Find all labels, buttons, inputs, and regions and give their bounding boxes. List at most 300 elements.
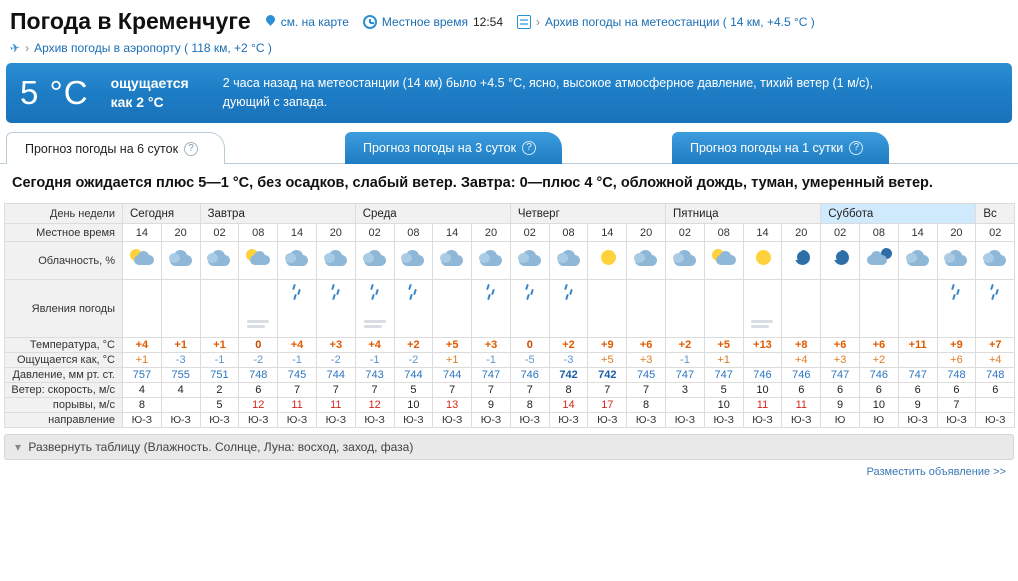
feels-like-cell: +5 (588, 353, 627, 368)
phenomena-cell-content (864, 282, 894, 332)
day-header-5: Суббота (821, 204, 976, 224)
wind-speed-cell: 7 (278, 383, 317, 398)
phenomena-cell (627, 280, 666, 338)
row-label-direction: направление (5, 413, 123, 428)
help-icon[interactable]: ? (522, 141, 536, 155)
cloudiness-cell (433, 242, 472, 280)
phenomena-cell (355, 280, 394, 338)
feels-like-cell: -1 (666, 353, 705, 368)
phenomena-cell-content (166, 282, 196, 332)
wind-speed-cell: 6 (976, 383, 1015, 398)
day-header-2: Среда (355, 204, 510, 224)
weather-icon-cloud-moon (864, 246, 894, 272)
phenomena-cell-content (360, 282, 390, 332)
direction-cell: Ю-З (976, 413, 1015, 428)
map-link-label: см. на карте (280, 14, 349, 29)
ad-link[interactable] (0, 460, 1018, 478)
wind-speed-cell: 6 (898, 383, 937, 398)
phenomena-cell (123, 280, 162, 338)
row-label-cloudiness: Облачность, % (5, 242, 123, 280)
gust-cell: 14 (549, 398, 588, 413)
gust-cell: 10 (704, 398, 743, 413)
pressure-cell: 744 (316, 368, 355, 383)
direction-cell: Ю-З (704, 413, 743, 428)
phenomena-cell-content (515, 282, 545, 332)
page-title: Погода в Кременчуге (10, 8, 251, 34)
phenomena-cell-content (282, 282, 312, 332)
tab-1-day[interactable] (672, 132, 889, 164)
feels-like-cell: -1 (200, 353, 239, 368)
wind-speed-cell: 7 (588, 383, 627, 398)
time-cell: 08 (239, 224, 278, 242)
cloudiness-cell (821, 242, 860, 280)
wind-speed-cell: 4 (161, 383, 200, 398)
weather-icon-cloud (321, 246, 351, 272)
gust-cell: 11 (743, 398, 782, 413)
wind-speed-cell: 3 (666, 383, 705, 398)
row-pressure (5, 368, 1015, 383)
forecast-tabs (0, 132, 1018, 164)
feels-like-cell: +4 (782, 353, 821, 368)
phenomena-cell-content (204, 282, 234, 332)
wind-speed-cell: 6 (782, 383, 821, 398)
row-direction (5, 413, 1015, 428)
cloudiness-cell (549, 242, 588, 280)
cloudiness-cell (394, 242, 433, 280)
pressure-cell: 743 (355, 368, 394, 383)
temperature-cell: +13 (743, 338, 782, 353)
phenomena-cell (666, 280, 705, 338)
direction-cell: Ю-З (898, 413, 937, 428)
time-cell: 02 (821, 224, 860, 242)
gust-cell: 10 (394, 398, 433, 413)
wind-speed-cell: 7 (472, 383, 511, 398)
gust-cell: 8 (123, 398, 162, 413)
time-cell: 14 (123, 224, 162, 242)
direction-cell: Ю-З (743, 413, 782, 428)
direction-cell: Ю-З (937, 413, 976, 428)
direction-cell: Ю-З (782, 413, 821, 428)
time-cell: 08 (549, 224, 588, 242)
cloudiness-cell (355, 242, 394, 280)
direction-cell: Ю-З (123, 413, 162, 428)
time-cell: 02 (976, 224, 1015, 242)
weather-icon-moon (786, 246, 816, 272)
feels-like-cell: +6 (937, 353, 976, 368)
cloudiness-cell (704, 242, 743, 280)
pressure-cell: 747 (704, 368, 743, 383)
gust-cell: 12 (239, 398, 278, 413)
help-icon[interactable]: ? (849, 141, 863, 155)
weather-icon-cloud (670, 246, 700, 272)
cloudiness-cell (859, 242, 898, 280)
temperature-cell: +4 (278, 338, 317, 353)
current-temperature: 5 °C (20, 74, 89, 111)
local-time-value: 12:54 (472, 14, 504, 29)
phenomena-cell (704, 280, 743, 338)
phenomena-cell-content (554, 282, 584, 332)
direction-cell: Ю-З (200, 413, 239, 428)
temperature-cell: +5 (433, 338, 472, 353)
pressure-cell: 745 (278, 368, 317, 383)
airport-archive-row: ✈ › Архив погоды в аэропорту ( 118 км, +2 °С ) (8, 40, 272, 56)
phenomena-cell (743, 280, 782, 338)
cloudiness-cell (472, 242, 511, 280)
gust-cell: 9 (898, 398, 937, 413)
row-label-temperature: Температура, °С (5, 338, 123, 353)
phenomena-cell (821, 280, 860, 338)
map-link[interactable] (265, 15, 349, 29)
feels-like-cell: +1 (123, 353, 162, 368)
pressure-cell: 746 (782, 368, 821, 383)
time-cell: 20 (782, 224, 821, 242)
tab-6-days[interactable] (6, 132, 225, 164)
time-cell: 08 (859, 224, 898, 242)
direction-cell: Ю-З (161, 413, 200, 428)
archive-station-link[interactable]: › Архив погоды на метеостанции ( 14 км, +4.5 °С ) (517, 15, 815, 29)
gust-cell: 17 (588, 398, 627, 413)
wind-speed-cell: 2 (200, 383, 239, 398)
feels-like-cell: -2 (394, 353, 433, 368)
wind-speed-cell: 6 (821, 383, 860, 398)
row-label-pressure: Давление, мм рт. ст. (5, 368, 123, 383)
time-cell: 02 (666, 224, 705, 242)
pressure-cell: 746 (510, 368, 549, 383)
time-cell: 08 (704, 224, 743, 242)
time-cell: 20 (161, 224, 200, 242)
wind-speed-cell: 4 (123, 383, 162, 398)
direction-cell: Ю-З (588, 413, 627, 428)
cloudiness-cell (161, 242, 200, 280)
phenomena-cell (433, 280, 472, 338)
direction-cell: Ю-З (627, 413, 666, 428)
weather-icon-cloud (166, 246, 196, 272)
feels-like-cell: -2 (239, 353, 278, 368)
cloudiness-cell (123, 242, 162, 280)
phenomena-cell-content (243, 282, 273, 332)
feels-like-cell: -2 (316, 353, 355, 368)
local-time-label: Местное время (381, 14, 468, 29)
temperature-cell: +6 (821, 338, 860, 353)
row-wind-speed (5, 383, 1015, 398)
temperature-cell: +3 (472, 338, 511, 353)
row-label-feels-like: Ощущается как, °С (5, 353, 123, 368)
pressure-cell: 748 (976, 368, 1015, 383)
pressure-cell: 742 (588, 368, 627, 383)
time-cell: 20 (937, 224, 976, 242)
feels-like-line2: как 2 °C (110, 94, 164, 110)
archive-airport-label[interactable]: Архив погоды в аэропорту ( 118 км, +2 °С ) (34, 41, 272, 55)
phenomena-cell (394, 280, 433, 338)
weather-icon-cloud (282, 246, 312, 272)
feels-like-cell: -3 (161, 353, 200, 368)
direction-cell: Ю-З (355, 413, 394, 428)
current-conditions-banner (6, 63, 1012, 123)
time-cell: 02 (510, 224, 549, 242)
phenomena-cell (898, 280, 937, 338)
temperature-cell: 0 (510, 338, 549, 353)
feels-like-cell: -1 (278, 353, 317, 368)
feels-like-cell: -1 (355, 353, 394, 368)
direction-cell: Ю-З (666, 413, 705, 428)
local-time (363, 15, 503, 29)
phenomena-cell-content (941, 282, 971, 332)
time-cell: 14 (743, 224, 782, 242)
pressure-cell: 747 (666, 368, 705, 383)
gust-cell: 9 (472, 398, 511, 413)
direction-cell: Ю-З (549, 413, 588, 428)
day-header-6: Вс (976, 204, 1015, 224)
help-icon[interactable]: ? (184, 142, 198, 156)
cloudiness-cell (743, 242, 782, 280)
pressure-cell: 744 (394, 368, 433, 383)
phenomena-cell-content (398, 282, 428, 332)
phenomena-cell-content (670, 282, 700, 332)
row-gusts (5, 398, 1015, 413)
weather-icon-cloud-rain (515, 246, 545, 272)
forecast-summary: Сегодня ожидается плюс 5—1 °С, без осадков, слабый ветер. Завтра: 0—плюс 4 °С, обложной дождь, туман, умеренный ветер. (0, 163, 1018, 203)
feels-like-cell (743, 353, 782, 368)
map-pin-icon (265, 15, 276, 29)
forecast-table (4, 203, 1015, 428)
feels-like-block (111, 74, 189, 112)
phenomena-cell-content (825, 282, 855, 332)
direction-cell: Ю-З (433, 413, 472, 428)
temperature-cell: +2 (394, 338, 433, 353)
phenomena-cell-content (631, 282, 661, 332)
gust-cell: 7 (937, 398, 976, 413)
phenomena-cell-content (437, 282, 467, 332)
phenomena-cell (239, 280, 278, 338)
phenomena-cell (161, 280, 200, 338)
gust-cell: 12 (355, 398, 394, 413)
direction-cell: Ю (859, 413, 898, 428)
temperature-cell: +1 (200, 338, 239, 353)
pressure-cell: 745 (627, 368, 666, 383)
gust-cell: 10 (859, 398, 898, 413)
day-header-0: Сегодня (123, 204, 201, 224)
temperature-cell: +3 (316, 338, 355, 353)
weather-icon-sun (592, 246, 622, 272)
phenomena-cell-content (592, 282, 622, 332)
direction-cell: Ю-З (472, 413, 511, 428)
weather-icon-cloud-rain (398, 246, 428, 272)
time-cell: 20 (627, 224, 666, 242)
direction-cell: Ю-З (316, 413, 355, 428)
time-cell: 08 (394, 224, 433, 242)
gust-cell (666, 398, 705, 413)
wind-speed-cell: 7 (433, 383, 472, 398)
row-feels-like (5, 353, 1015, 368)
tab-3-days[interactable] (345, 132, 562, 164)
weather-icon-cloud (980, 246, 1010, 272)
phenomena-cell-content (709, 282, 739, 332)
weather-icon-cloud-sun (709, 246, 739, 272)
phenomena-cell-content (980, 282, 1010, 332)
phenomena-cell-content (747, 282, 777, 332)
temperature-cell: +2 (549, 338, 588, 353)
direction-cell: Ю-З (239, 413, 278, 428)
pressure-cell: 748 (239, 368, 278, 383)
archive-icon (517, 15, 531, 29)
temperature-cell: +1 (161, 338, 200, 353)
cloudiness-cell (278, 242, 317, 280)
row-phenomena (5, 280, 1015, 338)
expand-table-button[interactable] (4, 434, 1014, 460)
feels-like-line1: ощущается (110, 75, 189, 92)
pressure-cell: 747 (898, 368, 937, 383)
temperature-cell: +4 (355, 338, 394, 353)
wind-speed-cell: 10 (743, 383, 782, 398)
temperature-cell: +11 (898, 338, 937, 353)
feels-like-cell: +4 (976, 353, 1015, 368)
row-temperature (5, 338, 1015, 353)
temperature-cell: +7 (976, 338, 1015, 353)
cloudiness-cell (239, 242, 278, 280)
time-cell: 14 (588, 224, 627, 242)
day-header-4: Пятница (666, 204, 821, 224)
pressure-cell: 746 (743, 368, 782, 383)
pressure-cell: 748 (937, 368, 976, 383)
gust-cell: 8 (510, 398, 549, 413)
temperature-cell: +5 (704, 338, 743, 353)
time-cell: 14 (898, 224, 937, 242)
wind-speed-cell: 5 (394, 383, 433, 398)
gust-cell: 11 (316, 398, 355, 413)
phenomena-cell (937, 280, 976, 338)
feels-like-cell: +1 (704, 353, 743, 368)
direction-cell: Ю-З (278, 413, 317, 428)
weather-icon-sun (747, 246, 777, 272)
cloudiness-cell (937, 242, 976, 280)
tab-3-days-label: Прогноз погоды на 3 суток (363, 141, 517, 155)
gust-cell: 5 (200, 398, 239, 413)
time-cell: 14 (433, 224, 472, 242)
temperature-cell: +9 (588, 338, 627, 353)
wind-speed-cell: 7 (627, 383, 666, 398)
phenomena-cell (278, 280, 317, 338)
direction-cell: Ю-З (394, 413, 433, 428)
pressure-cell: 747 (472, 368, 511, 383)
pressure-cell: 746 (859, 368, 898, 383)
expand-table-label: Развернуть таблицу (Влажность. Солнце, Луна: восход, заход, фаза) (28, 440, 414, 455)
pressure-cell: 755 (161, 368, 200, 383)
phenomena-cell (200, 280, 239, 338)
cloudiness-cell (510, 242, 549, 280)
day-header-3: Четверг (510, 204, 665, 224)
temperature-cell: +8 (782, 338, 821, 353)
row-label-wind-speed: Ветер: скорость, м/с (5, 383, 123, 398)
wind-speed-cell: 6 (239, 383, 278, 398)
forecast-table-wrap (0, 203, 1018, 428)
wind-speed-cell: 8 (549, 383, 588, 398)
phenomena-cell (316, 280, 355, 338)
pressure-cell: 747 (821, 368, 860, 383)
temperature-cell: +4 (123, 338, 162, 353)
weather-icon-cloud (903, 246, 933, 272)
phenomena-cell-content (321, 282, 351, 332)
wind-speed-cell: 7 (316, 383, 355, 398)
cloudiness-cell (200, 242, 239, 280)
weather-icon-moon (825, 246, 855, 272)
time-cell: 02 (200, 224, 239, 242)
temperature-cell: +6 (859, 338, 898, 353)
cloudiness-cell (976, 242, 1015, 280)
weather-icon-cloud-rain (360, 246, 390, 272)
gust-cell: 9 (821, 398, 860, 413)
feels-like-cell: +1 (433, 353, 472, 368)
phenomena-cell (549, 280, 588, 338)
feels-like-cell: -3 (549, 353, 588, 368)
phenomena-cell (782, 280, 821, 338)
row-label-weekday: День недели (5, 204, 123, 224)
weather-icon-cloud-rain (476, 246, 506, 272)
gust-cell (976, 398, 1015, 413)
page-header (0, 0, 1018, 35)
chevron-down-icon: ▾ (15, 440, 22, 455)
pressure-cell: 757 (123, 368, 162, 383)
ad-link-label: Разместить объявление >> (866, 466, 1006, 479)
weather-icon-cloud-sun (243, 246, 273, 272)
time-cell: 02 (355, 224, 394, 242)
gust-cell: 11 (278, 398, 317, 413)
phenomena-cell-content (903, 282, 933, 332)
feels-like-cell: +3 (627, 353, 666, 368)
conditions-description: 2 часа назад на метеостанции (14 км) было +4.5 °С, ясно, высокое атмосферное давление, тихий ветер (1 м/с), дующий с запада. (222, 76, 874, 109)
archive-station-label: Архив погоды на метеостанции ( 14 км, +4.5 °С ) (545, 14, 815, 29)
feels-like-cell (898, 353, 937, 368)
feels-like-cell: +2 (859, 353, 898, 368)
wind-speed-cell: 6 (937, 383, 976, 398)
phenomena-cell-content (786, 282, 816, 332)
pressure-cell: 751 (200, 368, 239, 383)
phenomena-cell-content (127, 282, 157, 332)
temperature-cell: 0 (239, 338, 278, 353)
weather-icon-cloud (204, 246, 234, 272)
phenomena-cell (510, 280, 549, 338)
row-label-gusts: порывы, м/с (5, 398, 123, 413)
temperature-cell: +2 (666, 338, 705, 353)
cloudiness-cell (627, 242, 666, 280)
row-cloudiness (5, 242, 1015, 280)
gust-cell (161, 398, 200, 413)
row-label-phenomena: Явления погоды (5, 280, 123, 338)
weather-icon-cloud-rain (554, 246, 584, 272)
cloudiness-cell (588, 242, 627, 280)
feels-like-cell: -1 (472, 353, 511, 368)
tab-1-day-label: Прогноз погоды на 1 сутки (690, 141, 844, 155)
row-local-time (5, 224, 1015, 242)
direction-cell: Ю (821, 413, 860, 428)
phenomena-cell-content (476, 282, 506, 332)
time-cell: 20 (472, 224, 511, 242)
phenomena-cell (976, 280, 1015, 338)
feels-like-cell: -5 (510, 353, 549, 368)
wind-speed-cell: 7 (355, 383, 394, 398)
clock-icon (363, 15, 377, 29)
phenomena-cell (588, 280, 627, 338)
direction-cell: Ю-З (510, 413, 549, 428)
cloudiness-cell (898, 242, 937, 280)
cloudiness-cell (316, 242, 355, 280)
row-label-local-time: Местное время (5, 224, 123, 242)
wind-speed-cell: 6 (859, 383, 898, 398)
gust-cell: 8 (627, 398, 666, 413)
row-weekday (5, 204, 1015, 224)
phenomena-cell (859, 280, 898, 338)
feels-like-cell: +3 (821, 353, 860, 368)
day-header-1: Завтра (200, 204, 355, 224)
